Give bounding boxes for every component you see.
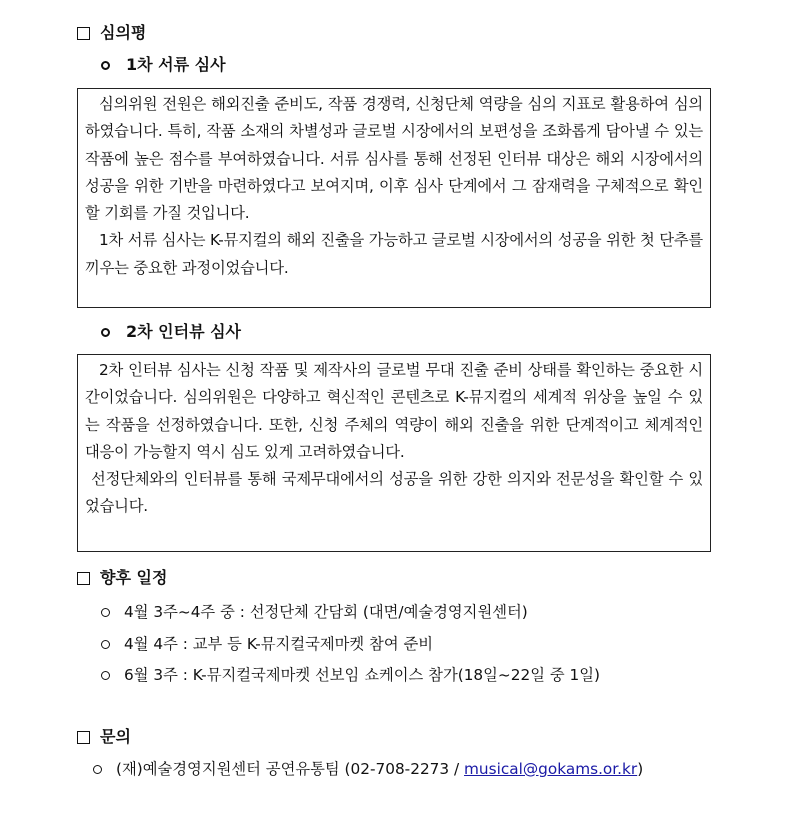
schedule-item-text: 4월 4주 : 교부 등 K-뮤지컬국제마켓 참여 준비 [124,635,434,653]
square-outline-icon [77,572,90,585]
contact-text: (재)예술경영지원센터 공연유통팀 (02-708-2273 / [116,760,465,778]
ring-icon [101,640,110,649]
subsection-heading-label: 2차 인터뷰 심사 [126,322,242,341]
schedule-item-text: 4월 3주~4주 중 : 선정단체 간담회 (대면/예술경영지원센터) [124,603,528,621]
square-outline-icon [77,27,90,40]
ring-icon [101,671,110,680]
round2-paragraph-2: 선정단체와의 인터뷰를 통해 국제무대에서의 성공을 위한 강한 의지와 전문성을 확인할 수 있었습니다. [85,470,703,516]
section-heading-label: 향후 일정 [100,568,168,587]
schedule-item [101,634,433,654]
schedule-item [101,665,600,685]
section-heading-label: 심의평 [100,23,147,42]
schedule-item-text: 6월 3주 : K-뮤지컬국제마켓 선보임 쇼케이스 참가(18일~22일 중 1일) [124,666,600,684]
square-outline-icon [77,731,90,744]
round1-paragraph-1: 심의위원 전원은 해외진출 준비도, 작품 경쟁력, 신청단체 역량을 심의 지표로 활용하여 심의하였습니다. 특히, 작품 소재의 차별성과 글로벌 시장에서의 보편성을 조화롭게 담아낼 수 있는 작품에 높은 점수를 부여하였습니다. 서류 심사를 통해 선정된 인터뷰 대상은 해외 시장에서의 성공을 위한 기반을 마련하였다고 보여지며, 이후 심사 단계에서 그 잠재력을 구체적으로 확인할 기회를 가질 것입니다. [85,95,703,223]
ring-icon [93,765,102,774]
ring-icon [101,328,110,337]
section-heading-label: 문의 [100,727,131,746]
schedule-item [101,602,528,622]
subsection-heading-round2 [101,322,241,342]
round2-paragraph-1: 2차 인터뷰 심사는 신청 작품 및 제작사의 글로벌 무대 진출 준비 상태를 확인하는 중요한 시간이었습니다. 심의위원은 다양하고 혁신적인 콘텐츠로 K-뮤지컬의 세계적 위상을 높일 수 있는 작품을 선정하였습니다. 또한, 신청 주체의 역량이 해외 진출을 위한 단계적이고 체계적인 대응이 가능할지 역시 심도 있게 고려하였습니다. [85,361,703,461]
subsection-heading-round1 [101,55,226,75]
ring-icon [101,61,110,70]
section-heading-schedule [77,568,167,588]
email-link[interactable]: musical@gokams.or.kr [464,760,638,778]
subsection-heading-label: 1차 서류 심사 [126,55,226,74]
contact-closing: ) [637,760,644,778]
ring-icon [101,608,110,617]
round1-review-box [77,88,711,308]
section-heading-inquiry [77,727,131,747]
round2-review-box [77,354,711,552]
round1-paragraph-2: 1차 서류 심사는 K-뮤지컬의 해외 진출을 가능하고 글로벌 시장에서의 성공을 위한 첫 단추를 끼우는 중요한 과정이었습니다. [85,231,703,277]
section-heading-review [77,23,146,43]
contact-line [93,759,643,779]
